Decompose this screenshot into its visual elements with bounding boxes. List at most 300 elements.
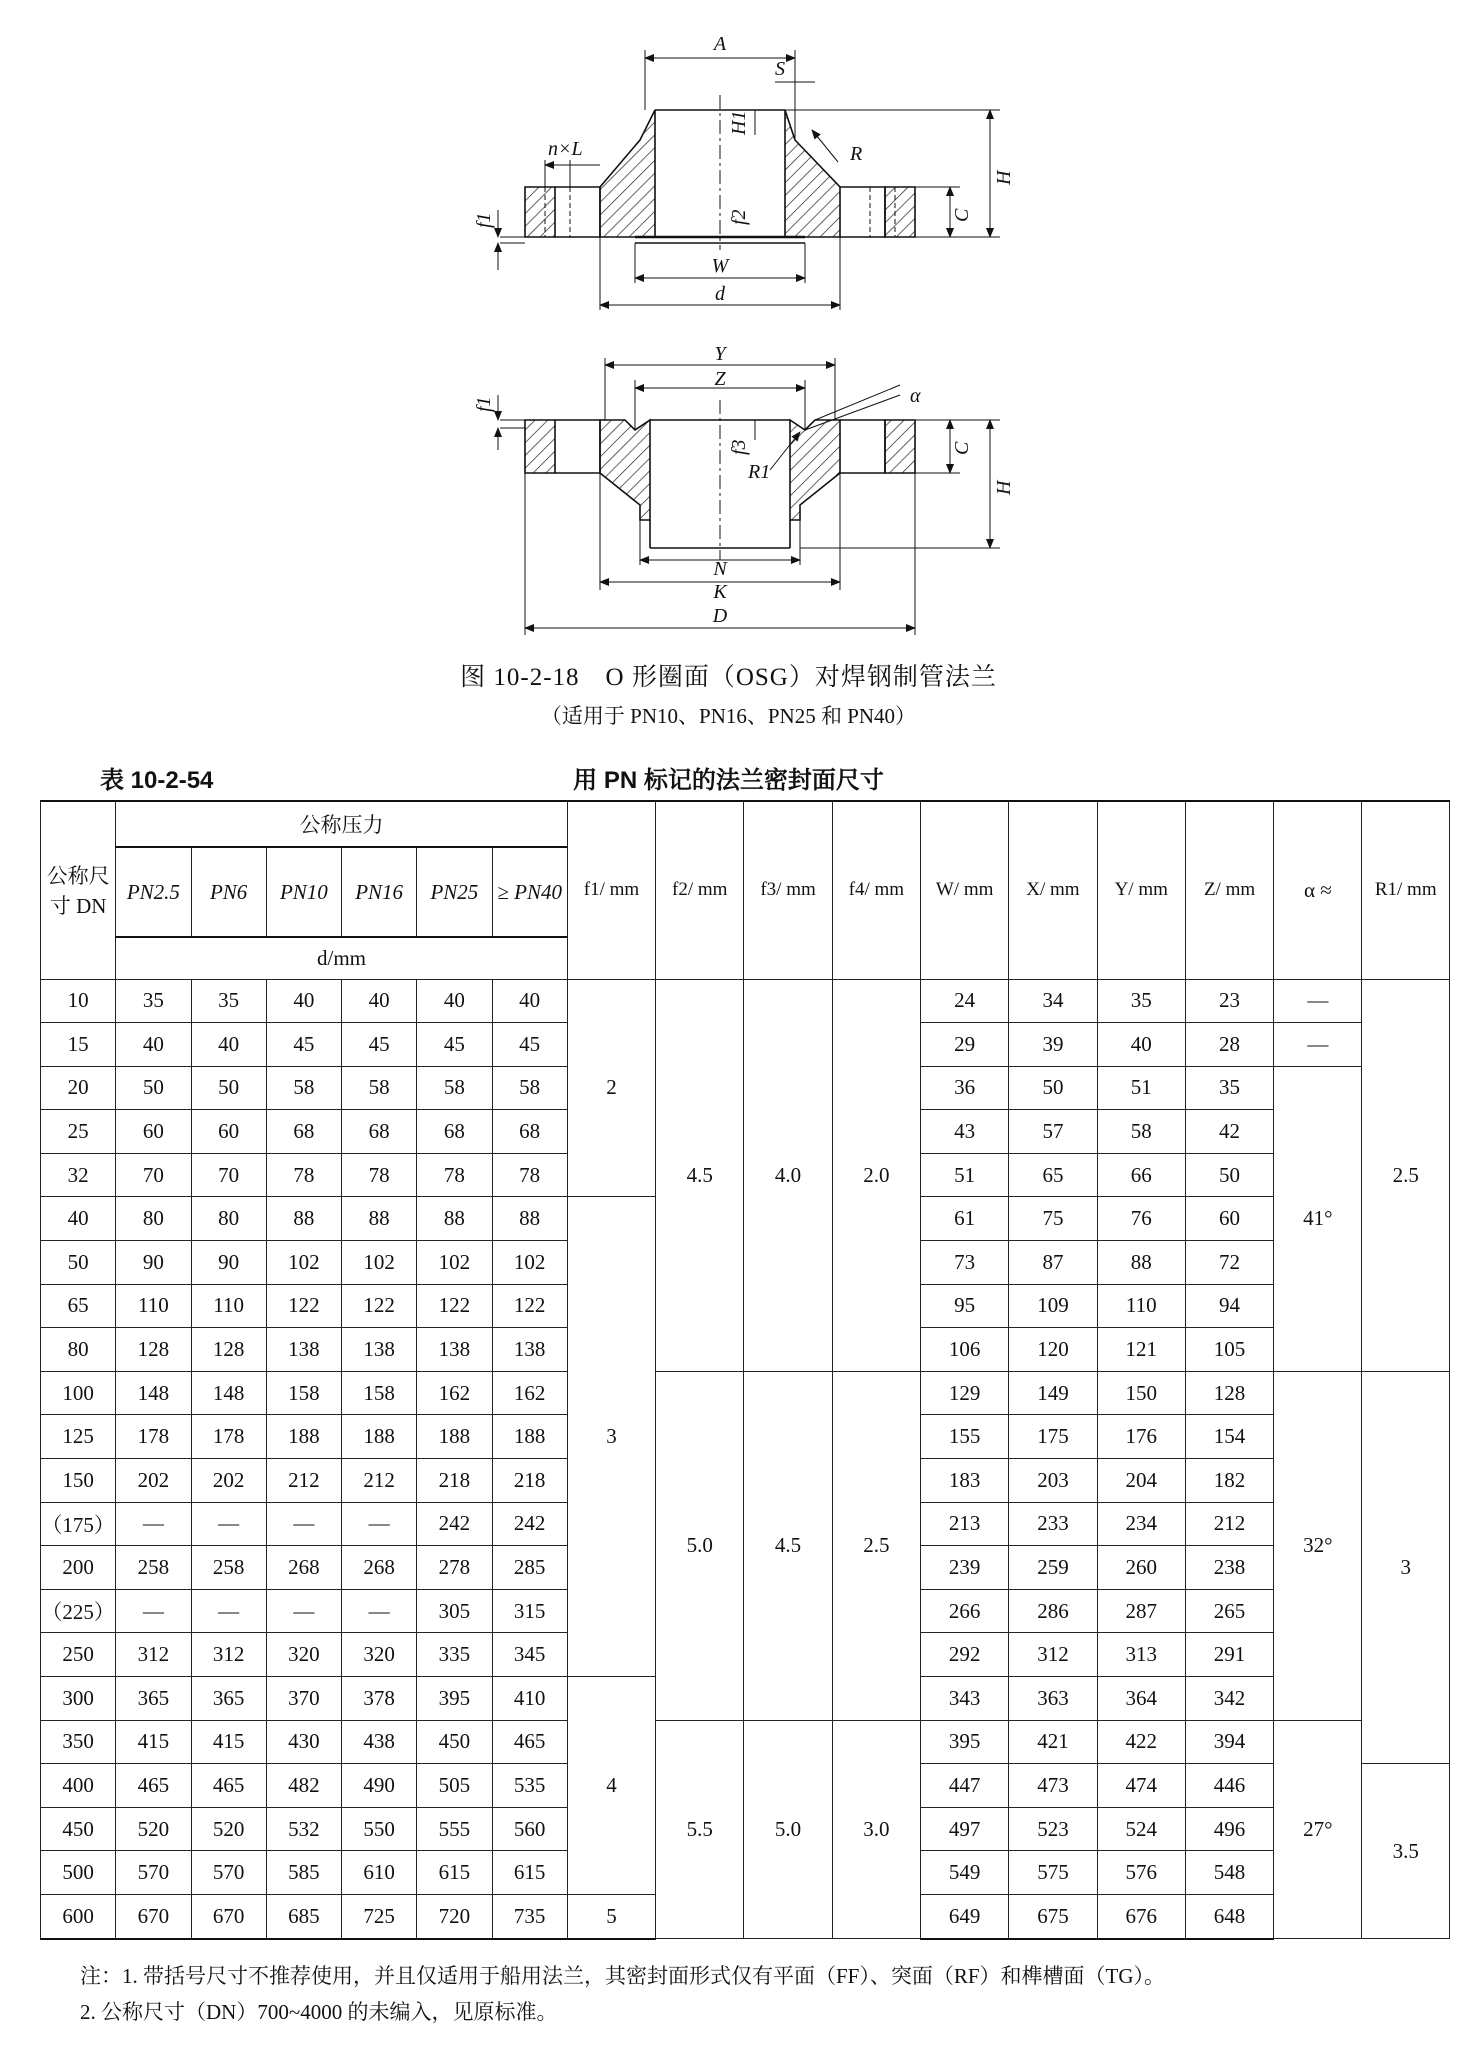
- label-S: S: [775, 58, 785, 80]
- cell-d: 570: [116, 1851, 191, 1895]
- cell-Y: 35: [1097, 979, 1185, 1023]
- cell-alpha: 32°: [1274, 1371, 1362, 1720]
- table-row: [41, 979, 1450, 1023]
- cell-dn: 300: [41, 1677, 116, 1721]
- header-f3: f3/ mm: [744, 801, 832, 979]
- cell-d: 78: [492, 1153, 567, 1197]
- cell-d: 482: [266, 1764, 341, 1808]
- cell-W: 549: [921, 1851, 1009, 1895]
- cell-W: 343: [921, 1677, 1009, 1721]
- cell-Z: 238: [1185, 1546, 1273, 1590]
- cell-Y: 110: [1097, 1284, 1185, 1328]
- cell-f4: 2.0: [832, 979, 920, 1371]
- cell-d: 102: [492, 1241, 567, 1285]
- header-pn-10: PN10: [266, 847, 341, 937]
- cell-dn: 80: [41, 1328, 116, 1372]
- cell-d: 415: [116, 1720, 191, 1764]
- cell-X: 363: [1009, 1677, 1097, 1721]
- cell-d: —: [342, 1589, 417, 1633]
- label-A: A: [713, 33, 727, 55]
- cell-d: 60: [191, 1110, 266, 1154]
- cell-Y: 576: [1097, 1851, 1185, 1895]
- cell-d: 720: [417, 1894, 492, 1938]
- cell-Z: 94: [1185, 1284, 1273, 1328]
- cell-dn: 450: [41, 1807, 116, 1851]
- table-row: [41, 1720, 1450, 1764]
- cell-d: —: [266, 1589, 341, 1633]
- cell-Z: 28: [1185, 1023, 1273, 1067]
- cell-Y: 150: [1097, 1371, 1185, 1415]
- cell-Y: 58: [1097, 1110, 1185, 1154]
- cell-W: 43: [921, 1110, 1009, 1154]
- top-view: [498, 50, 1000, 310]
- cell-W: 292: [921, 1633, 1009, 1677]
- cell-d: 725: [342, 1894, 417, 1938]
- cell-d: 35: [116, 979, 191, 1023]
- cell-d: 90: [116, 1241, 191, 1285]
- cell-Z: 128: [1185, 1371, 1273, 1415]
- cell-d: 102: [417, 1241, 492, 1285]
- cell-d: 285: [492, 1546, 567, 1590]
- cell-d: 138: [342, 1328, 417, 1372]
- cell-d: 242: [492, 1502, 567, 1546]
- cell-d: 365: [191, 1677, 266, 1721]
- cell-d: 278: [417, 1546, 492, 1590]
- cell-d: 212: [266, 1459, 341, 1503]
- cell-W: 395: [921, 1720, 1009, 1764]
- header-pn-6: PN6: [191, 847, 266, 937]
- cell-d: 532: [266, 1807, 341, 1851]
- cell-d: 68: [492, 1110, 567, 1154]
- header-d-unit: d/mm: [116, 937, 568, 979]
- cell-d: 415: [191, 1720, 266, 1764]
- cell-d: 90: [191, 1241, 266, 1285]
- cell-dn: 50: [41, 1241, 116, 1285]
- cell-d: 122: [417, 1284, 492, 1328]
- cell-d: 88: [417, 1197, 492, 1241]
- cell-d: 40: [191, 1023, 266, 1067]
- cell-f1: 5: [567, 1894, 655, 1938]
- cell-f1: 4: [567, 1677, 655, 1895]
- cell-d: 320: [266, 1633, 341, 1677]
- cell-dn: 125: [41, 1415, 116, 1459]
- cell-W: 51: [921, 1153, 1009, 1197]
- cell-d: 58: [492, 1066, 567, 1110]
- cell-Z: 60: [1185, 1197, 1273, 1241]
- cell-Z: 50: [1185, 1153, 1273, 1197]
- cell-d: 122: [342, 1284, 417, 1328]
- label-K: K: [713, 581, 727, 603]
- cell-d: 450: [417, 1720, 492, 1764]
- table-notes: [80, 1958, 1165, 2030]
- cell-d: 138: [266, 1328, 341, 1372]
- cell-d: 188: [342, 1415, 417, 1459]
- cell-Y: 204: [1097, 1459, 1185, 1503]
- cell-d: 148: [191, 1371, 266, 1415]
- cell-W: 649: [921, 1894, 1009, 1938]
- cell-f1: 3: [567, 1197, 655, 1677]
- cell-Y: 234: [1097, 1502, 1185, 1546]
- cell-Y: 364: [1097, 1677, 1185, 1721]
- cell-d: 242: [417, 1502, 492, 1546]
- cell-f2: 4.5: [656, 979, 744, 1371]
- label-C-top: C: [951, 208, 973, 222]
- cell-d: 158: [266, 1371, 341, 1415]
- cell-d: —: [191, 1589, 266, 1633]
- cell-X: 233: [1009, 1502, 1097, 1546]
- cell-X: 50: [1009, 1066, 1097, 1110]
- figure-subcaption: （适用于 PN10、PN16、PN25 和 PN40）: [540, 704, 917, 728]
- cell-Y: 676: [1097, 1894, 1185, 1938]
- cell-d: 58: [266, 1066, 341, 1110]
- cell-d: 345: [492, 1633, 567, 1677]
- cell-d: —: [342, 1502, 417, 1546]
- header-W: W/ mm: [921, 801, 1009, 979]
- cell-Z: 23: [1185, 979, 1273, 1023]
- cell-dn: 15: [41, 1023, 116, 1067]
- cell-d: 188: [417, 1415, 492, 1459]
- cell-W: 106: [921, 1328, 1009, 1372]
- label-C-bottom: C: [951, 441, 973, 455]
- cell-d: 670: [191, 1894, 266, 1938]
- header-f4: f4/ mm: [832, 801, 920, 979]
- cell-Z: 342: [1185, 1677, 1273, 1721]
- cell-alpha: 41°: [1274, 1066, 1362, 1371]
- cell-d: 585: [266, 1851, 341, 1895]
- cell-X: 120: [1009, 1328, 1097, 1372]
- cell-d: 320: [342, 1633, 417, 1677]
- cell-dn: （175）: [41, 1502, 116, 1546]
- cell-dn: 25: [41, 1110, 116, 1154]
- dimension-table: [40, 800, 1450, 1940]
- cell-dn: 32: [41, 1153, 116, 1197]
- cell-dn: 10: [41, 979, 116, 1023]
- cell-Y: 313: [1097, 1633, 1185, 1677]
- cell-d: 378: [342, 1677, 417, 1721]
- cell-d: 178: [191, 1415, 266, 1459]
- cell-d: 102: [266, 1241, 341, 1285]
- header-pn-40: ≥ PN40: [492, 847, 567, 937]
- cell-Z: 72: [1185, 1241, 1273, 1285]
- cell-R1: 3: [1362, 1371, 1450, 1763]
- cell-d: 438: [342, 1720, 417, 1764]
- label-f2: f2: [728, 209, 750, 225]
- cell-d: 110: [116, 1284, 191, 1328]
- header-dn: 公称尺寸 DN: [41, 801, 116, 979]
- label-nxL: n×L: [548, 138, 583, 160]
- cell-d: 315: [492, 1589, 567, 1633]
- cell-d: 335: [417, 1633, 492, 1677]
- cell-d: 88: [266, 1197, 341, 1241]
- cell-R1: 2.5: [1362, 979, 1450, 1371]
- cell-d: 258: [191, 1546, 266, 1590]
- cell-d: 40: [116, 1023, 191, 1067]
- cell-W: 239: [921, 1546, 1009, 1590]
- cell-d: 465: [116, 1764, 191, 1808]
- cell-f2: 5.5: [656, 1720, 744, 1938]
- cell-d: 535: [492, 1764, 567, 1808]
- cell-d: 128: [191, 1328, 266, 1372]
- cell-Y: 51: [1097, 1066, 1185, 1110]
- cell-X: 675: [1009, 1894, 1097, 1938]
- cell-d: 188: [266, 1415, 341, 1459]
- cell-X: 259: [1009, 1546, 1097, 1590]
- header-R1: R1/ mm: [1362, 801, 1450, 979]
- cell-Y: 422: [1097, 1720, 1185, 1764]
- cell-W: 183: [921, 1459, 1009, 1503]
- cell-d: 615: [417, 1851, 492, 1895]
- cell-dn: 350: [41, 1720, 116, 1764]
- label-W: W: [711, 255, 729, 277]
- cell-d: 122: [266, 1284, 341, 1328]
- cell-X: 39: [1009, 1023, 1097, 1067]
- flange-drawing: [0, 0, 1457, 650]
- cell-d: 212: [342, 1459, 417, 1503]
- cell-Y: 176: [1097, 1415, 1185, 1459]
- cell-d: —: [116, 1589, 191, 1633]
- cell-d: 202: [116, 1459, 191, 1503]
- cell-d: 35: [191, 979, 266, 1023]
- cell-d: 40: [342, 979, 417, 1023]
- cell-d: 465: [492, 1720, 567, 1764]
- cell-f4: 3.0: [832, 1720, 920, 1938]
- cell-d: 70: [191, 1153, 266, 1197]
- label-f1-top: f1: [473, 212, 495, 228]
- cell-d: 40: [266, 979, 341, 1023]
- cell-Y: 474: [1097, 1764, 1185, 1808]
- cell-X: 75: [1009, 1197, 1097, 1241]
- cell-Z: 35: [1185, 1066, 1273, 1110]
- cell-Z: 496: [1185, 1807, 1273, 1851]
- cell-f4: 2.5: [832, 1371, 920, 1720]
- cell-W: 29: [921, 1023, 1009, 1067]
- cell-Z: 265: [1185, 1589, 1273, 1633]
- cell-alpha: —: [1274, 979, 1362, 1023]
- cell-Z: 648: [1185, 1894, 1273, 1938]
- label-d: d: [715, 283, 725, 305]
- cell-d: 268: [342, 1546, 417, 1590]
- cell-d: 80: [116, 1197, 191, 1241]
- cell-d: —: [116, 1502, 191, 1546]
- cell-d: 158: [342, 1371, 417, 1415]
- cell-d: 162: [417, 1371, 492, 1415]
- label-N: N: [713, 558, 727, 580]
- cell-d: 218: [492, 1459, 567, 1503]
- cell-d: 570: [191, 1851, 266, 1895]
- header-Z: Z/ mm: [1185, 801, 1273, 979]
- cell-dn: 200: [41, 1546, 116, 1590]
- cell-Z: 394: [1185, 1720, 1273, 1764]
- cell-d: 88: [342, 1197, 417, 1241]
- cell-d: 45: [492, 1023, 567, 1067]
- cell-Z: 105: [1185, 1328, 1273, 1372]
- cell-d: 615: [492, 1851, 567, 1895]
- cell-d: 40: [492, 979, 567, 1023]
- cell-d: 68: [417, 1110, 492, 1154]
- cell-f3: 5.0: [744, 1720, 832, 1938]
- cell-X: 34: [1009, 979, 1097, 1023]
- cell-X: 421: [1009, 1720, 1097, 1764]
- note-1: 注：1. 带括号尺寸不推荐使用，并且仅适用于船用法兰，其密封面形式仅有平面（FF）、突面（RF）和榫槽面（TG）。: [80, 1964, 1166, 1988]
- cell-Z: 42: [1185, 1110, 1273, 1154]
- header-Y: Y/ mm: [1097, 801, 1185, 979]
- cell-f3: 4.0: [744, 979, 832, 1371]
- cell-W: 447: [921, 1764, 1009, 1808]
- cell-d: 490: [342, 1764, 417, 1808]
- cell-d: 50: [116, 1066, 191, 1110]
- cell-d: 78: [266, 1153, 341, 1197]
- cell-W: 61: [921, 1197, 1009, 1241]
- cell-d: 80: [191, 1197, 266, 1241]
- header-pressure-group: 公称压力: [116, 801, 568, 847]
- cell-X: 57: [1009, 1110, 1097, 1154]
- cell-d: —: [191, 1502, 266, 1546]
- cell-W: 213: [921, 1502, 1009, 1546]
- cell-d: 178: [116, 1415, 191, 1459]
- label-R1: R1: [748, 461, 771, 483]
- cell-Z: 548: [1185, 1851, 1273, 1895]
- cell-d: 312: [116, 1633, 191, 1677]
- header-f2: f2/ mm: [656, 801, 744, 979]
- cell-d: 68: [342, 1110, 417, 1154]
- cell-d: 78: [417, 1153, 492, 1197]
- cell-d: 68: [266, 1110, 341, 1154]
- cell-Y: 40: [1097, 1023, 1185, 1067]
- cell-X: 87: [1009, 1241, 1097, 1285]
- cell-Y: 66: [1097, 1153, 1185, 1197]
- cell-W: 36: [921, 1066, 1009, 1110]
- cell-d: 505: [417, 1764, 492, 1808]
- cell-d: 40: [417, 979, 492, 1023]
- cell-X: 65: [1009, 1153, 1097, 1197]
- cell-d: 58: [417, 1066, 492, 1110]
- cell-X: 575: [1009, 1851, 1097, 1895]
- cell-d: 520: [191, 1807, 266, 1851]
- cell-f2: 5.0: [656, 1371, 744, 1720]
- cell-W: 95: [921, 1284, 1009, 1328]
- label-Y: Y: [714, 343, 726, 365]
- cell-d: 78: [342, 1153, 417, 1197]
- cell-Z: 446: [1185, 1764, 1273, 1808]
- label-D: D: [712, 605, 728, 627]
- cell-d: 70: [116, 1153, 191, 1197]
- label-H-bottom: H: [993, 480, 1015, 495]
- cell-d: 258: [116, 1546, 191, 1590]
- cell-Y: 287: [1097, 1589, 1185, 1633]
- cell-d: 188: [492, 1415, 567, 1459]
- cell-d: 60: [116, 1110, 191, 1154]
- cell-d: 685: [266, 1894, 341, 1938]
- cell-d: 560: [492, 1807, 567, 1851]
- cell-d: 735: [492, 1894, 567, 1938]
- cell-dn: 150: [41, 1459, 116, 1503]
- cell-Y: 76: [1097, 1197, 1185, 1241]
- flange-drawing-svg: [0, 0, 1457, 650]
- cell-alpha: 27°: [1274, 1720, 1362, 1938]
- cell-d: 58: [342, 1066, 417, 1110]
- bottom-view: [498, 358, 1000, 635]
- cell-d: 45: [417, 1023, 492, 1067]
- label-f1-bottom: f1: [473, 396, 495, 412]
- cell-dn: 100: [41, 1371, 116, 1415]
- cell-Z: 291: [1185, 1633, 1273, 1677]
- cell-d: 370: [266, 1677, 341, 1721]
- cell-d: 465: [191, 1764, 266, 1808]
- cell-d: 312: [191, 1633, 266, 1677]
- cell-X: 149: [1009, 1371, 1097, 1415]
- cell-Z: 182: [1185, 1459, 1273, 1503]
- cell-d: 218: [417, 1459, 492, 1503]
- cell-d: 520: [116, 1807, 191, 1851]
- cell-d: 550: [342, 1807, 417, 1851]
- cell-X: 312: [1009, 1633, 1097, 1677]
- label-R: R: [850, 143, 863, 165]
- figure-caption: 图 10-2-18 O 形圈面（OSG）对焊钢制管法兰: [460, 664, 997, 691]
- cell-d: 45: [266, 1023, 341, 1067]
- cell-Y: 88: [1097, 1241, 1185, 1285]
- cell-dn: 250: [41, 1633, 116, 1677]
- cell-X: 203: [1009, 1459, 1097, 1503]
- cell-d: 395: [417, 1677, 492, 1721]
- cell-d: 128: [116, 1328, 191, 1372]
- cell-d: 45: [342, 1023, 417, 1067]
- cell-d: —: [266, 1502, 341, 1546]
- cell-d: 268: [266, 1546, 341, 1590]
- cell-W: 497: [921, 1807, 1009, 1851]
- cell-X: 175: [1009, 1415, 1097, 1459]
- header-f1: f1/ mm: [567, 801, 655, 979]
- table-row: [41, 1371, 1450, 1415]
- header-pn-16: PN16: [342, 847, 417, 937]
- cell-d: 110: [191, 1284, 266, 1328]
- cell-d: 670: [116, 1894, 191, 1938]
- cell-d: 610: [342, 1851, 417, 1895]
- cell-Z: 212: [1185, 1502, 1273, 1546]
- note-2: 2. 公称尺寸（DN）700~4000 的未编入，见原标准。: [80, 2000, 558, 2024]
- cell-Y: 524: [1097, 1807, 1185, 1851]
- cell-d: 148: [116, 1371, 191, 1415]
- cell-f3: 4.5: [744, 1371, 832, 1720]
- cell-d: 430: [266, 1720, 341, 1764]
- table-title: 用 PN 标记的法兰密封面尺寸: [573, 767, 884, 794]
- label-H-top: H: [993, 170, 1015, 185]
- cell-dn: 600: [41, 1894, 116, 1938]
- cell-d: 138: [492, 1328, 567, 1372]
- cell-dn: 40: [41, 1197, 116, 1241]
- header-alpha: α ≈: [1274, 801, 1362, 979]
- cell-dn: 20: [41, 1066, 116, 1110]
- header-X: X/ mm: [1009, 801, 1097, 979]
- cell-d: 162: [492, 1371, 567, 1415]
- cell-d: 102: [342, 1241, 417, 1285]
- label-Z: Z: [714, 368, 726, 390]
- cell-Y: 260: [1097, 1546, 1185, 1590]
- cell-R1: 3.5: [1362, 1764, 1450, 1939]
- header-pn-25: PN25: [417, 847, 492, 937]
- label-H1: H1: [728, 110, 750, 135]
- cell-Z: 154: [1185, 1415, 1273, 1459]
- cell-dn: 400: [41, 1764, 116, 1808]
- label-alpha: α: [910, 385, 921, 407]
- cell-W: 266: [921, 1589, 1009, 1633]
- cell-d: 122: [492, 1284, 567, 1328]
- cell-W: 24: [921, 979, 1009, 1023]
- cell-d: 88: [492, 1197, 567, 1241]
- header-pn-2-5: PN2.5: [116, 847, 191, 937]
- cell-X: 523: [1009, 1807, 1097, 1851]
- cell-d: 305: [417, 1589, 492, 1633]
- cell-d: 50: [191, 1066, 266, 1110]
